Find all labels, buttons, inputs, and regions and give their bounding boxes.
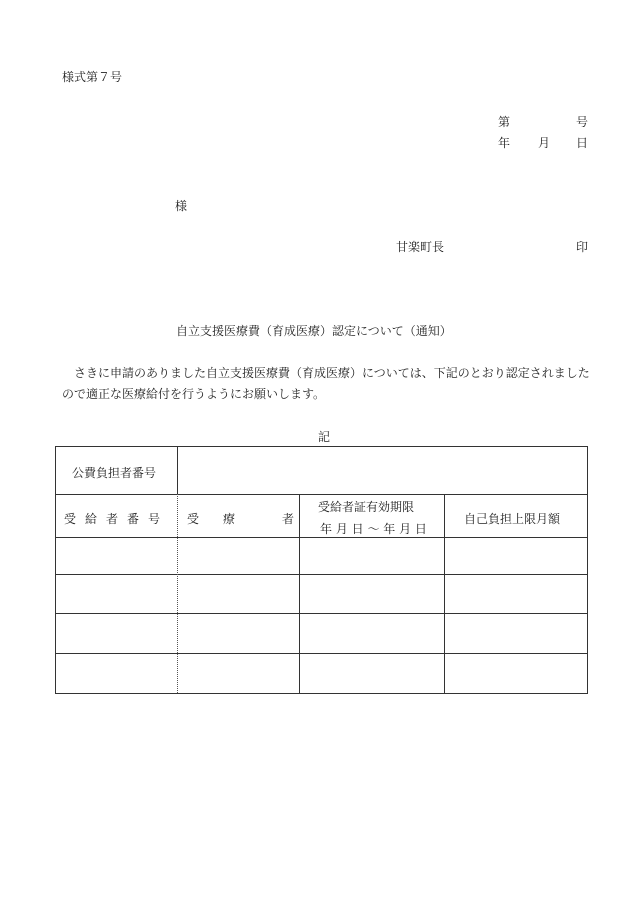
monthly-limit-header: 自己負担上限月額 xyxy=(464,512,561,526)
addressee-suffix: 様 xyxy=(175,199,188,213)
table-rule xyxy=(56,537,587,538)
public-payer-number-label: 公費負担者番号 xyxy=(72,466,157,480)
table-rule xyxy=(56,653,587,654)
table-rule xyxy=(177,447,178,494)
table-rule xyxy=(56,574,587,575)
table-rule xyxy=(177,494,178,693)
number-suffix: 号 xyxy=(576,115,589,129)
sender-name: 甘楽町長 xyxy=(396,240,445,254)
body-text: さきに申請のありました自立支援医療費（育成医療）については、下記のとおり認定されましたので適正な医療給付を行うようにお願いします。 xyxy=(62,366,590,401)
number-prefix: 第 xyxy=(498,115,511,129)
patient-header-char: 者 xyxy=(282,512,295,526)
date-month-label: 月 xyxy=(538,136,551,150)
date-day-label: 日 xyxy=(576,136,589,150)
table-rule xyxy=(444,494,445,693)
validity-header-line1: 受給者証有効期限 xyxy=(318,500,415,514)
document-title: 自立支援医療費（育成医療）認定について（通知） xyxy=(176,324,452,338)
table-rule xyxy=(56,613,587,614)
certification-table xyxy=(55,446,588,694)
recipient-number-header: 受給者番号 xyxy=(64,512,170,526)
form-number: 様式第７号 xyxy=(62,70,123,84)
date-year-label: 年 xyxy=(498,136,511,150)
patient-header-char: 受 xyxy=(187,512,200,526)
validity-header-line2: 年 月 日 ～ 年 月 日 xyxy=(320,522,427,536)
table-rule xyxy=(56,494,587,495)
patient-header-char: 療 xyxy=(223,512,236,526)
table-rule xyxy=(299,494,300,693)
ki-heading: 記 xyxy=(318,430,331,444)
seal-mark: 印 xyxy=(576,240,589,254)
